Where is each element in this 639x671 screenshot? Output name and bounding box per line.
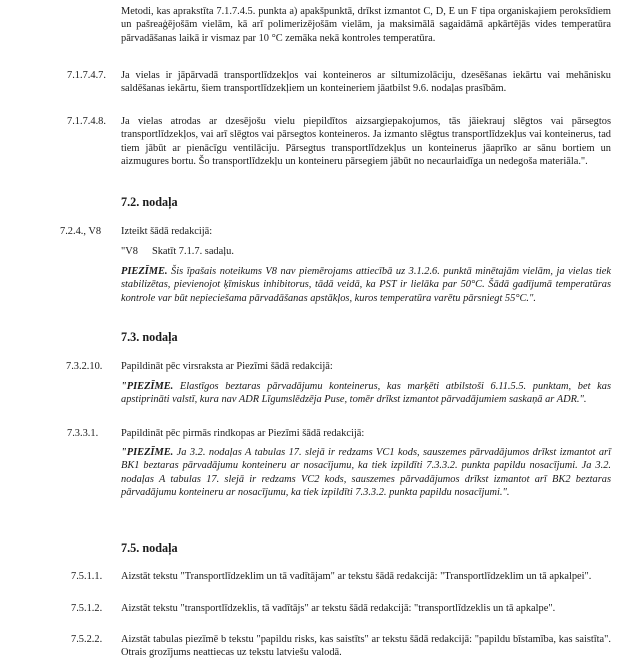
note-text: Elastīgos beztaras pārvadājumu konteinerus, kas marķēti atbilstoši 6.11.5.5. punktam, bet kas apstiprināti valstī, kura nav ADR Līgumslēdzēja Puse, tomēr drīkst izmantot pārvadājumiem saskaņā ar ADR.".: [121, 381, 611, 406]
clause-number: 7.1.7.4.8.: [67, 116, 106, 127]
note-paragraph: [121, 446, 611, 500]
section-heading: 7.3. nodaļa: [121, 330, 178, 344]
note-paragraph: [121, 380, 611, 407]
clause-text: Papildināt pēc virsraksta ar Piezīmi šādā redakcijā:: [121, 361, 333, 372]
clause-number: 7.5.2.2.: [71, 634, 103, 645]
clause-text: Aizstāt tekstu "transportlīdzeklis, tā vadītājs" ar tekstu šādā redakcijā: "transportlīdzeklis un tā apkalpe".: [121, 603, 556, 614]
note-text: Šis īpašais noteikums V8 nav piemērojams attiecībā uz 3.1.2.6. punktā minētajām vielām, ja vielas tiek stabilizētas, pievienojot ķīmiskus inhibitorus, tādā veidā, ka PST ir lielāka par 50°C. Šādā gadījumā temperatūras kontrole var būt nepieciešama pārvadāšanas apstākļos, kuros temperatūra varētu pārsniegt 55°C.".: [121, 266, 611, 304]
clause-number: 7.2.4., V8: [60, 226, 102, 237]
note-text: Ja 3.2. nodaļas A tabulas 17. slejā ir redzams VC1 kods, sauszemes pārvadājumos drīkst izmantot arī BK1 beztaras pārvadājumu konteineru ar nosacījumu, ka tiek izpildīti 7.3.3.2. punkta papildu nosacījumi. Ja 3.2. nodaļas A tabulas 17. slejā ir redzams VC2 kods, sauszemes pārvadājumos drīkst izmantot arī BK2 beztaras pārvadājumu konteineru ar nosacījumu, ka tiek izpildīti 7.3.3.2. punkta papildu nosacījumi.".: [121, 447, 611, 499]
clause-number: 7.5.1.2.: [71, 603, 103, 614]
note-label: PIEZĪME.: [121, 266, 168, 277]
clause-text: Ja vielas atrodas ar dzesējošu vielu piepildītos aizsargiepakojumos, tās jāiekrauj slēgtos vai pārsegtos transportlīdzekļos, vai arī slēgtos vai pārsegtos konteineros. Ja izmanto slēgtus transportlīdzekļus vai konteinerus, tad tiem jābūt ar pienācīgu ventilāciju. Pārsegtus transportlīdzekļus un konteinerus jāaprīko ar sānu bortiem un aizmugures bortu. Šo transportlīdzekļu un konteineru pārsegiem jābūt no necaurlaidīga un nedegoša materiāla.".: [121, 116, 611, 168]
note-label: "PIEZĪME.: [121, 447, 174, 458]
clause-number: 7.3.2.10.: [66, 361, 103, 372]
quote-code: "V8: [121, 246, 138, 257]
clause-text: Aizstāt tabulas piezīmē b tekstu "papildu risks, kas saistīts" ar tekstu šādā redakcijā: "papildu bīstamība, kas saistīta". Otrais grozījums neattiecas uz tekstu latviešu valodā.: [121, 634, 611, 659]
clause-number: 7.1.7.4.7.: [67, 70, 106, 81]
clause-number: 7.3.3.1.: [67, 428, 99, 439]
clause-text: Aizstāt tekstu "Transportlīdzeklim un tā vadītājam" ar tekstu šādā redakcijā: "Transportlīdzeklim un tā apkalpei".: [121, 571, 592, 582]
section-heading: 7.5. nodaļa: [121, 541, 178, 555]
quote-text: Skatīt 7.1.7. sadaļu.: [151, 246, 234, 257]
section-heading: 7.2. nodaļa: [121, 195, 178, 209]
clause-text: Izteikt šādā redakcijā:: [121, 226, 213, 237]
clause-number: 7.5.1.1.: [71, 571, 103, 582]
clause-text: Ja vielas ir jāpārvadā transportlīdzekļos vai konteineros ar siltumizolāciju, dzesēšanas iekārtu vai mehānisku saldēšanas iekārtu, šiem transportlīdzekļiem un konteineriem jāatbilst 9.6. nodaļas prasībām.: [121, 70, 611, 95]
note-label: "PIEZĪME.: [121, 381, 174, 392]
note-paragraph: [121, 265, 611, 305]
intro-paragraph: Metodi, kas aprakstīta 7.1.7.4.5. punkta a) apakšpunktā, drīkst izmantot C, D, E un F tipa organiskajiem peroksīdiem un pašreaģējošām vielām, kā arī polimerizējošām vielām, ja maksimālā sagaidāmā apkārtējās vides temperatūra pārvadāšanas laikā ir vismaz par 10 °C zemāka nekā kontroles temperatūra.: [121, 6, 611, 44]
clause-text: Papildināt pēc pirmās rindkopas ar Piezīmi šādā redakcijā:: [121, 428, 365, 439]
quote-line: [121, 245, 611, 258]
